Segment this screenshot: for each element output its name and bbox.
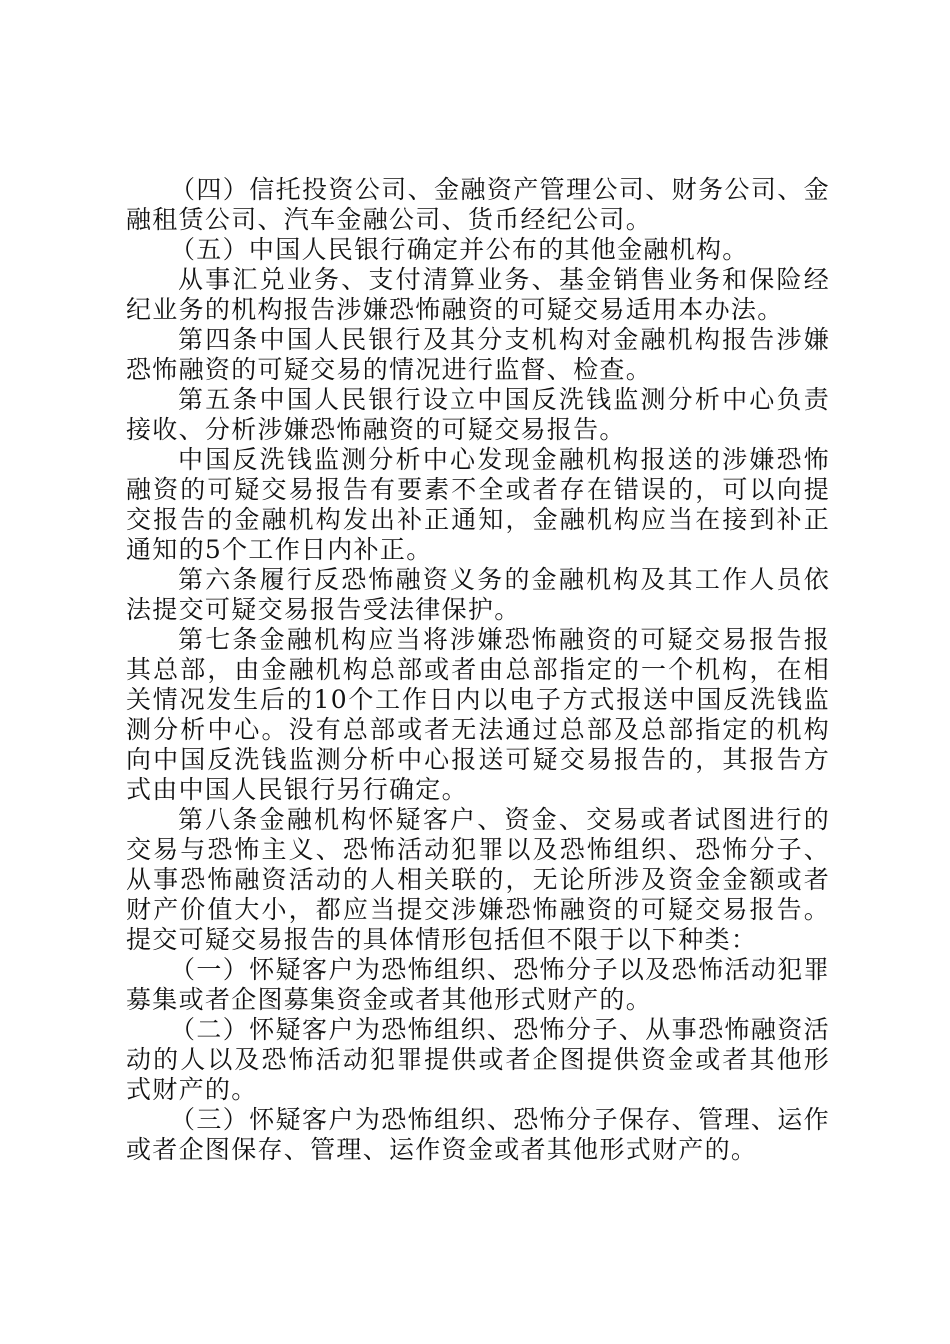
paragraph-item-1: （一）怀疑客户为恐怖组织、恐怖分子以及恐怖活动犯罪募集或者企图募集资金或者其他形式财产的。 (126, 955, 830, 1014)
paragraph-article-5: 第五条中国人民银行设立中国反洗钱监测分析中心负责接收、分析涉嫌恐怖融资的可疑交易报告。 (126, 385, 830, 444)
paragraph-scope: 从事汇兑业务、支付清算业务、基金销售业务和保险经纪业务的机构报告涉嫌恐怖融资的可疑交易适用本办法。 (126, 265, 830, 324)
paragraph-article-6: 第六条履行反恐怖融资义务的金融机构及其工作人员依法提交可疑交易报告受法律保护。 (126, 565, 830, 624)
paragraph-article-5-supplement: 中国反洗钱监测分析中心发现金融机构报送的涉嫌恐怖融资的可疑交易报告有要素不全或者存在错误的，可以向提交报告的金融机构发出补正通知，金融机构应当在接到补正通知的5个工作日内补正。 (126, 445, 830, 564)
paragraph-article-7: 第七条金融机构应当将涉嫌恐怖融资的可疑交易报告报其总部，由金融机构总部或者由总部指定的一个机构，在相关情况发生后的10个工作日内以电子方式报送中国反洗钱监测分析中心。没有总部或者无法通过总部及总部指定的机构向中国反洗钱监测分析中心报送可疑交易报告的，其报告方式由中国人民银行另行确定。 (126, 625, 830, 804)
paragraph-item-4: （四）信托投资公司、金融资产管理公司、财务公司、金融租赁公司、汽车金融公司、货币经纪公司。 (126, 175, 830, 234)
paragraph-item-5: （五）中国人民银行确定并公布的其他金融机构。 (170, 235, 749, 264)
paragraph-article-8: 第八条金融机构怀疑客户、资金、交易或者试图进行的交易与恐怖主义、恐怖活动犯罪以及恐怖组织、恐怖分子、从事恐怖融资活动的人相关联的，无论所涉及资金金额或者财产价值大小，都应当提交涉嫌恐怖融资的可疑交易报告。提交可疑交易报告的具体情形包括但不限于以下种类： (126, 805, 830, 954)
paragraph-item-2: （二）怀疑客户为恐怖组织、恐怖分子、从事恐怖融资活动的人以及恐怖活动犯罪提供或者企图提供资金或者其他形式财产的。 (126, 1015, 830, 1104)
paragraph-item-3: （三）怀疑客户为恐怖组织、恐怖分子保存、管理、运作或者企图保存、管理、运作资金或者其他形式财产的。 (126, 1105, 830, 1164)
document-body (126, 175, 830, 1165)
paragraph-article-4: 第四条中国人民银行及其分支机构对金融机构报告涉嫌恐怖融资的可疑交易的情况进行监督、检查。 (126, 325, 830, 384)
